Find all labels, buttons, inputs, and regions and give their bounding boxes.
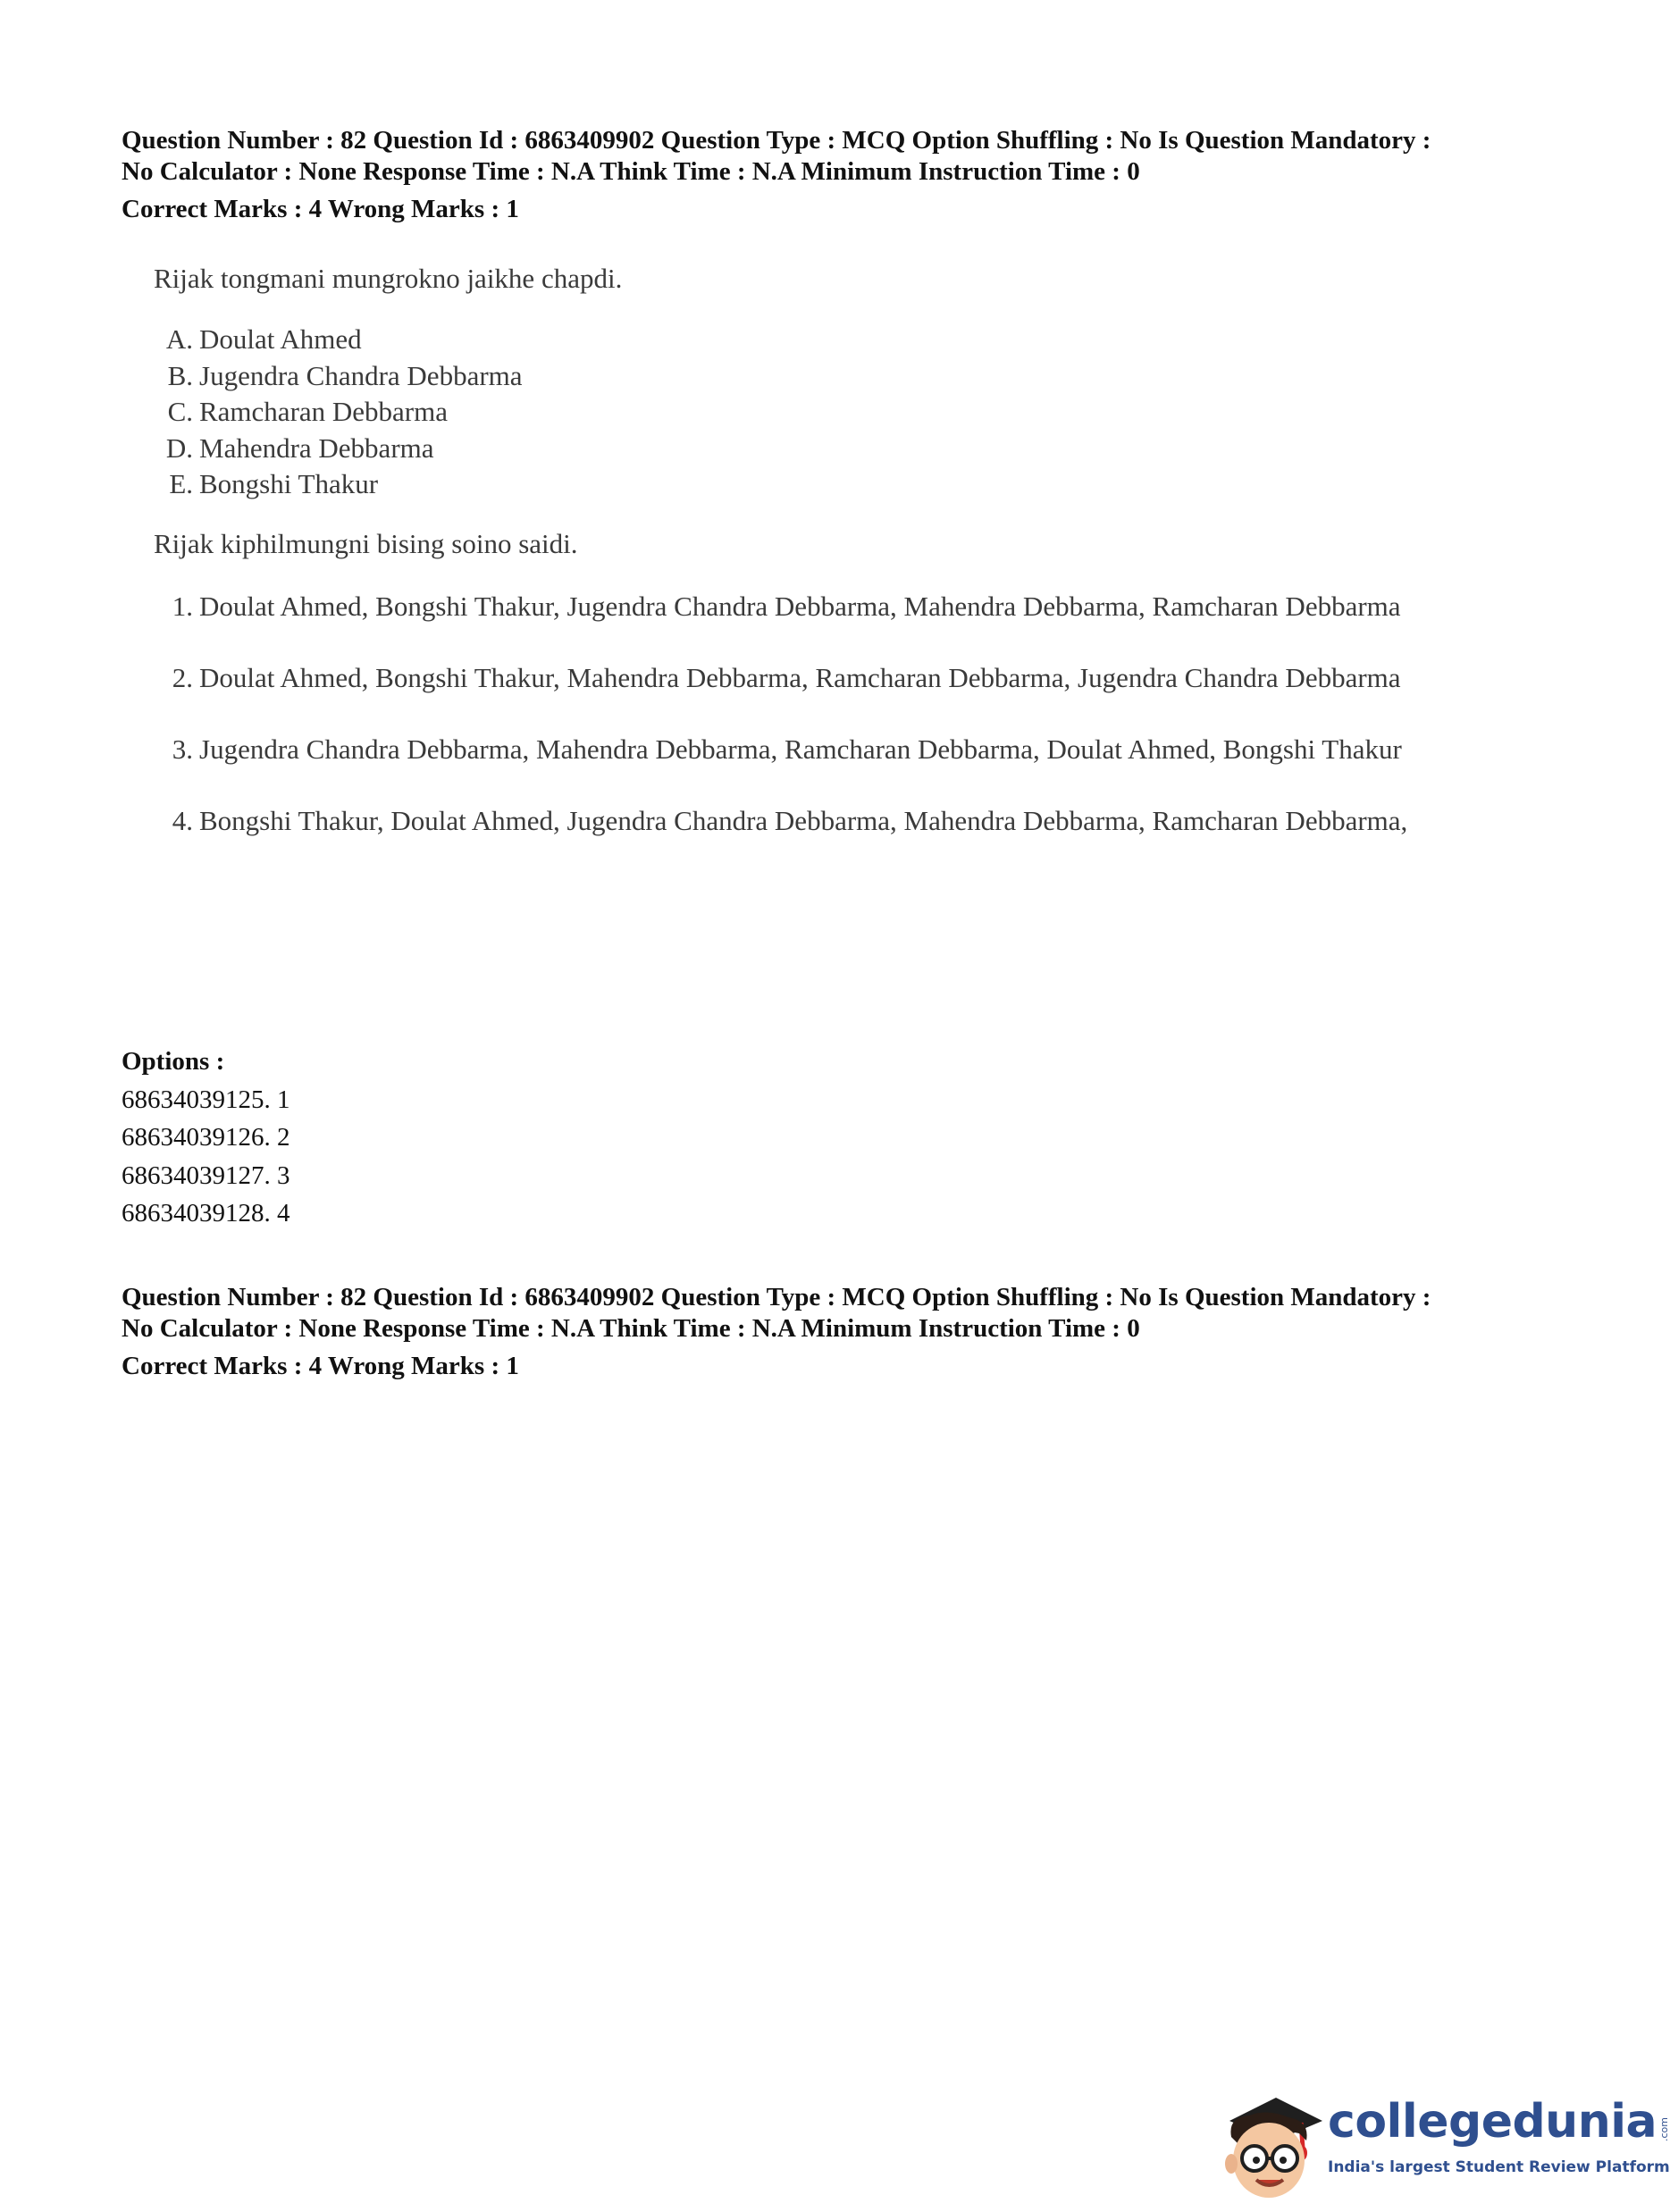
sequence-number: 4. — [172, 804, 193, 836]
choice-label: A. — [165, 323, 193, 355]
choice-text: Ramcharan Debbarma — [199, 396, 449, 427]
list-item — [154, 394, 1512, 431]
choice-label: B. — [167, 359, 193, 391]
sequence-number: 3. — [172, 733, 193, 765]
sequence-text: Doulat Ahmed, Bongshi Thakur, Jugendra Chandra Debbarma, Mahendra Debbarma, Ramcharan Debbarma — [199, 590, 1401, 622]
header-line-2: No Calculator : None Response Time : N.A Think Time : N.A Minimum Instruction Time : 0 — [122, 1314, 1140, 1343]
option-value: 2 — [277, 1123, 290, 1152]
option-value: 3 — [277, 1160, 290, 1190]
list-item — [154, 589, 1512, 624]
choice-label: E. — [169, 468, 193, 499]
option-value: 4 — [277, 1199, 290, 1227]
header-line-2: No Calculator : None Response Time : N.A Think Time : N.A Minimum Instruction Time : 0 — [122, 157, 1140, 186]
sequence-text: Bongshi Thakur, Doulat Ahmed, Jugendra Chandra Debbarma, Mahendra Debbarma, Ramcharan Debbarma, — [199, 804, 1408, 836]
option-row — [122, 1194, 290, 1233]
choice-list — [154, 322, 1512, 503]
header-marks: Correct Marks : 4 Wrong Marks : 1 — [122, 1352, 519, 1380]
options-section — [122, 1043, 290, 1233]
choice-label: D. — [165, 432, 193, 464]
choice-text: Jugendra Chandra Debbarma — [199, 359, 523, 391]
header-line-1: Question Number : 82 Question Id : 6863409902 Question Type : MCQ Option Shuffling : No Is Question Mandatory : — [122, 126, 1431, 155]
header-line-1: Question Number : 82 Question Id : 6863409902 Question Type : MCQ Option Shuffling : No Is Question Mandatory : — [122, 1283, 1431, 1311]
option-row — [122, 1081, 290, 1119]
question-stem: Rijak tongmani mungrokno jaikhe chapdi. — [154, 263, 623, 294]
option-value: 1 — [277, 1085, 290, 1114]
question-header-repeat — [122, 1282, 1551, 1382]
sequence-list — [154, 589, 1512, 839]
list-item — [154, 803, 1512, 839]
mascot-icon — [1213, 2082, 1330, 2207]
options-heading: Options : — [122, 1047, 225, 1076]
choice-text: Bongshi Thakur — [199, 468, 379, 499]
collegedunia-logo — [1213, 2082, 1670, 2207]
option-id: 68634039126. — [122, 1123, 271, 1152]
option-id: 68634039125. — [122, 1085, 271, 1114]
sequence-text: Doulat Ahmed, Bongshi Thakur, Mahendra Debbarma, Ramcharan Debbarma, Jugendra Chandra Debbarma — [199, 661, 1401, 693]
choice-text: Mahendra Debbarma — [199, 432, 434, 464]
question-header — [122, 125, 1551, 225]
list-item — [154, 358, 1512, 395]
list-item — [154, 466, 1512, 503]
sequence-text: Jugendra Chandra Debbarma, Mahendra Debbarma, Ramcharan Debbarma, Doulat Ahmed, Bongshi Thakur — [199, 733, 1402, 765]
option-id: 68634039128. — [122, 1199, 271, 1227]
list-item — [154, 431, 1512, 467]
brand-row — [1328, 2091, 1670, 2153]
question-instruction: Rijak kiphilmungni bising soino saidi. — [154, 527, 578, 559]
brand-tagline: India's largest Student Review Platform — [1328, 2158, 1670, 2176]
list-item — [154, 660, 1512, 696]
choice-label: C. — [167, 396, 193, 427]
option-row — [122, 1119, 290, 1157]
option-row — [122, 1157, 290, 1195]
sequence-number: 1. — [172, 590, 193, 622]
choice-text: Doulat Ahmed — [199, 323, 362, 355]
brand-name: collegedunia — [1328, 2095, 1657, 2149]
option-id: 68634039127. — [122, 1160, 271, 1190]
list-item — [154, 322, 1512, 358]
header-marks: Correct Marks : 4 Wrong Marks : 1 — [122, 195, 519, 223]
sequence-number: 2. — [172, 661, 193, 693]
question-body — [154, 261, 1512, 839]
list-item — [154, 732, 1512, 767]
brand-dotcom: .com — [1658, 2117, 1670, 2141]
